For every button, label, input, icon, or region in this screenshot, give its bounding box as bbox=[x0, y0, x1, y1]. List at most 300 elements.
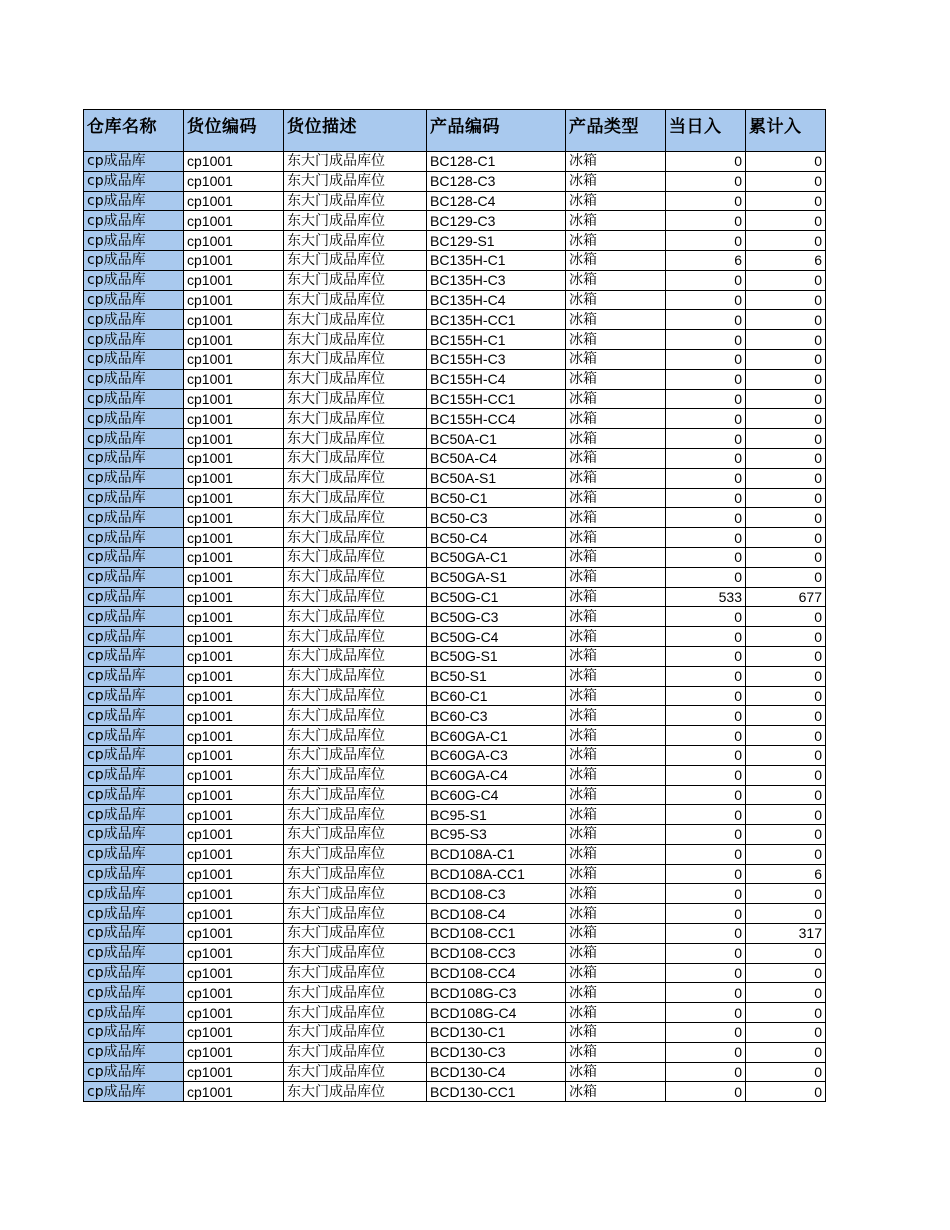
location-desc-cell: 东大门成品库位 bbox=[284, 943, 427, 963]
warehouse-cell: cp成品库 bbox=[84, 528, 184, 548]
cumulative-in-cell: 0 bbox=[746, 904, 826, 924]
table-row bbox=[84, 171, 826, 191]
header-location-code: 货位编码 bbox=[184, 110, 284, 152]
location-desc-cell: 东大门成品库位 bbox=[284, 191, 427, 211]
location-desc-cell: 东大门成品库位 bbox=[284, 924, 427, 944]
table-row bbox=[84, 844, 826, 864]
product-type-cell: 冰箱 bbox=[566, 983, 666, 1003]
location-code-cell: cp1001 bbox=[184, 290, 284, 310]
table-row bbox=[84, 310, 826, 330]
warehouse-cell: cp成品库 bbox=[84, 468, 184, 488]
product-code-cell: BCD108A-C1 bbox=[427, 844, 566, 864]
daily-in-cell: 0 bbox=[666, 627, 746, 647]
table-row bbox=[84, 666, 826, 686]
location-code-cell: cp1001 bbox=[184, 152, 284, 172]
warehouse-cell: cp成品库 bbox=[84, 686, 184, 706]
warehouse-cell: cp成品库 bbox=[84, 963, 184, 983]
product-code-cell: BC60-C3 bbox=[427, 706, 566, 726]
daily-in-cell: 0 bbox=[666, 1062, 746, 1082]
product-type-cell: 冰箱 bbox=[566, 587, 666, 607]
product-code-cell: BC128-C1 bbox=[427, 152, 566, 172]
daily-in-cell: 0 bbox=[666, 1042, 746, 1062]
daily-in-cell: 0 bbox=[666, 409, 746, 429]
product-code-cell: BC50-C1 bbox=[427, 488, 566, 508]
product-type-cell: 冰箱 bbox=[566, 191, 666, 211]
daily-in-cell: 0 bbox=[666, 607, 746, 627]
table-row bbox=[84, 963, 826, 983]
daily-in-cell: 0 bbox=[666, 349, 746, 369]
warehouse-cell: cp成品库 bbox=[84, 409, 184, 429]
location-code-cell: cp1001 bbox=[184, 825, 284, 845]
daily-in-cell: 0 bbox=[666, 171, 746, 191]
table-row bbox=[84, 349, 826, 369]
cumulative-in-cell: 0 bbox=[746, 349, 826, 369]
location-code-cell: cp1001 bbox=[184, 983, 284, 1003]
product-code-cell: BC155H-C3 bbox=[427, 349, 566, 369]
location-desc-cell: 东大门成品库位 bbox=[284, 488, 427, 508]
location-code-cell: cp1001 bbox=[184, 726, 284, 746]
daily-in-cell: 0 bbox=[666, 1082, 746, 1102]
table-body bbox=[84, 152, 826, 1102]
location-code-cell: cp1001 bbox=[184, 211, 284, 231]
location-code-cell: cp1001 bbox=[184, 528, 284, 548]
table-row bbox=[84, 1082, 826, 1102]
product-code-cell: BC50GA-C1 bbox=[427, 547, 566, 567]
product-code-cell: BC50G-C1 bbox=[427, 587, 566, 607]
daily-in-cell: 0 bbox=[666, 330, 746, 350]
warehouse-cell: cp成品库 bbox=[84, 983, 184, 1003]
daily-in-cell: 0 bbox=[666, 290, 746, 310]
daily-in-cell: 0 bbox=[666, 488, 746, 508]
daily-in-cell: 0 bbox=[666, 666, 746, 686]
cumulative-in-cell: 0 bbox=[746, 805, 826, 825]
warehouse-cell: cp成品库 bbox=[84, 943, 184, 963]
table-row bbox=[84, 1042, 826, 1062]
location-code-cell: cp1001 bbox=[184, 191, 284, 211]
table-row bbox=[84, 1003, 826, 1023]
table-row bbox=[84, 468, 826, 488]
product-code-cell: BC50G-C4 bbox=[427, 627, 566, 647]
warehouse-cell: cp成品库 bbox=[84, 627, 184, 647]
location-code-cell: cp1001 bbox=[184, 963, 284, 983]
warehouse-cell: cp成品库 bbox=[84, 864, 184, 884]
location-desc-cell: 东大门成品库位 bbox=[284, 686, 427, 706]
location-desc-cell: 东大门成品库位 bbox=[284, 211, 427, 231]
location-desc-cell: 东大门成品库位 bbox=[284, 231, 427, 251]
product-type-cell: 冰箱 bbox=[566, 250, 666, 270]
warehouse-cell: cp成品库 bbox=[84, 726, 184, 746]
location-desc-cell: 东大门成品库位 bbox=[284, 765, 427, 785]
cumulative-in-cell: 0 bbox=[746, 290, 826, 310]
table-row bbox=[84, 250, 826, 270]
product-type-cell: 冰箱 bbox=[566, 389, 666, 409]
product-code-cell: BCD130-CC1 bbox=[427, 1082, 566, 1102]
daily-in-cell: 0 bbox=[666, 904, 746, 924]
header-product-type: 产品类型 bbox=[566, 110, 666, 152]
table-row bbox=[84, 270, 826, 290]
product-code-cell: BC60GA-C1 bbox=[427, 726, 566, 746]
table-row bbox=[84, 904, 826, 924]
location-code-cell: cp1001 bbox=[184, 924, 284, 944]
cumulative-in-cell: 0 bbox=[746, 686, 826, 706]
warehouse-cell: cp成品库 bbox=[84, 607, 184, 627]
warehouse-cell: cp成品库 bbox=[84, 904, 184, 924]
cumulative-in-cell: 0 bbox=[746, 1023, 826, 1043]
daily-in-cell: 0 bbox=[666, 785, 746, 805]
location-code-cell: cp1001 bbox=[184, 409, 284, 429]
table-row bbox=[84, 547, 826, 567]
product-code-cell: BC135H-C1 bbox=[427, 250, 566, 270]
daily-in-cell: 0 bbox=[666, 646, 746, 666]
warehouse-cell: cp成品库 bbox=[84, 330, 184, 350]
product-code-cell: BC135H-CC1 bbox=[427, 310, 566, 330]
product-type-cell: 冰箱 bbox=[566, 924, 666, 944]
product-code-cell: BC155H-C4 bbox=[427, 369, 566, 389]
cumulative-in-cell: 0 bbox=[746, 1003, 826, 1023]
product-code-cell: BC135H-C4 bbox=[427, 290, 566, 310]
location-desc-cell: 东大门成品库位 bbox=[284, 864, 427, 884]
location-code-cell: cp1001 bbox=[184, 310, 284, 330]
warehouse-cell: cp成品库 bbox=[84, 924, 184, 944]
product-type-cell: 冰箱 bbox=[566, 607, 666, 627]
product-type-cell: 冰箱 bbox=[566, 1082, 666, 1102]
daily-in-cell: 0 bbox=[666, 745, 746, 765]
location-code-cell: cp1001 bbox=[184, 904, 284, 924]
product-type-cell: 冰箱 bbox=[566, 369, 666, 389]
location-desc-cell: 东大门成品库位 bbox=[284, 409, 427, 429]
cumulative-in-cell: 0 bbox=[746, 567, 826, 587]
table-row bbox=[84, 290, 826, 310]
cumulative-in-cell: 0 bbox=[746, 152, 826, 172]
warehouse-cell: cp成品库 bbox=[84, 270, 184, 290]
cumulative-in-cell: 0 bbox=[746, 825, 826, 845]
cumulative-in-cell: 0 bbox=[746, 1082, 826, 1102]
location-code-cell: cp1001 bbox=[184, 567, 284, 587]
warehouse-cell: cp成品库 bbox=[84, 825, 184, 845]
product-type-cell: 冰箱 bbox=[566, 646, 666, 666]
product-type-cell: 冰箱 bbox=[566, 409, 666, 429]
table-row bbox=[84, 785, 826, 805]
daily-in-cell: 533 bbox=[666, 587, 746, 607]
cumulative-in-cell: 0 bbox=[746, 666, 826, 686]
cumulative-in-cell: 0 bbox=[746, 468, 826, 488]
daily-in-cell: 0 bbox=[666, 152, 746, 172]
warehouse-cell: cp成品库 bbox=[84, 587, 184, 607]
daily-in-cell: 0 bbox=[666, 567, 746, 587]
inventory-table bbox=[83, 109, 826, 1102]
location-desc-cell: 东大门成品库位 bbox=[284, 587, 427, 607]
table-row bbox=[84, 686, 826, 706]
product-type-cell: 冰箱 bbox=[566, 448, 666, 468]
location-desc-cell: 东大门成品库位 bbox=[284, 1023, 427, 1043]
location-code-cell: cp1001 bbox=[184, 270, 284, 290]
product-type-cell: 冰箱 bbox=[566, 785, 666, 805]
cumulative-in-cell: 0 bbox=[746, 765, 826, 785]
location-code-cell: cp1001 bbox=[184, 1042, 284, 1062]
table-row bbox=[84, 191, 826, 211]
cumulative-in-cell: 677 bbox=[746, 587, 826, 607]
location-desc-cell: 东大门成品库位 bbox=[284, 171, 427, 191]
table-row bbox=[84, 508, 826, 528]
location-desc-cell: 东大门成品库位 bbox=[284, 1082, 427, 1102]
product-code-cell: BC155H-C1 bbox=[427, 330, 566, 350]
daily-in-cell: 0 bbox=[666, 825, 746, 845]
table-row bbox=[84, 369, 826, 389]
table-row bbox=[84, 627, 826, 647]
product-code-cell: BCD108-CC3 bbox=[427, 943, 566, 963]
table-row bbox=[84, 409, 826, 429]
warehouse-cell: cp成品库 bbox=[84, 310, 184, 330]
location-code-cell: cp1001 bbox=[184, 231, 284, 251]
location-desc-cell: 东大门成品库位 bbox=[284, 429, 427, 449]
product-type-cell: 冰箱 bbox=[566, 488, 666, 508]
product-code-cell: BC155H-CC1 bbox=[427, 389, 566, 409]
cumulative-in-cell: 0 bbox=[746, 211, 826, 231]
product-type-cell: 冰箱 bbox=[566, 1062, 666, 1082]
product-code-cell: BC129-C3 bbox=[427, 211, 566, 231]
daily-in-cell: 0 bbox=[666, 310, 746, 330]
cumulative-in-cell: 0 bbox=[746, 270, 826, 290]
daily-in-cell: 0 bbox=[666, 864, 746, 884]
location-desc-cell: 东大门成品库位 bbox=[284, 666, 427, 686]
product-type-cell: 冰箱 bbox=[566, 330, 666, 350]
daily-in-cell: 0 bbox=[666, 231, 746, 251]
product-type-cell: 冰箱 bbox=[566, 1023, 666, 1043]
header-row bbox=[84, 110, 826, 152]
product-type-cell: 冰箱 bbox=[566, 270, 666, 290]
location-desc-cell: 东大门成品库位 bbox=[284, 904, 427, 924]
product-code-cell: BC155H-CC4 bbox=[427, 409, 566, 429]
daily-in-cell: 0 bbox=[666, 765, 746, 785]
location-code-cell: cp1001 bbox=[184, 1082, 284, 1102]
warehouse-cell: cp成品库 bbox=[84, 646, 184, 666]
location-code-cell: cp1001 bbox=[184, 488, 284, 508]
location-desc-cell: 东大门成品库位 bbox=[284, 1003, 427, 1023]
product-type-cell: 冰箱 bbox=[566, 310, 666, 330]
daily-in-cell: 0 bbox=[666, 448, 746, 468]
location-code-cell: cp1001 bbox=[184, 1062, 284, 1082]
location-desc-cell: 东大门成品库位 bbox=[284, 785, 427, 805]
daily-in-cell: 0 bbox=[666, 1003, 746, 1023]
header-warehouse-name: 仓库名称 bbox=[84, 110, 184, 152]
table-row bbox=[84, 1062, 826, 1082]
product-type-cell: 冰箱 bbox=[566, 231, 666, 251]
cumulative-in-cell: 0 bbox=[746, 745, 826, 765]
warehouse-cell: cp成品库 bbox=[84, 349, 184, 369]
cumulative-in-cell: 0 bbox=[746, 191, 826, 211]
warehouse-cell: cp成品库 bbox=[84, 765, 184, 785]
product-type-cell: 冰箱 bbox=[566, 884, 666, 904]
warehouse-cell: cp成品库 bbox=[84, 706, 184, 726]
location-code-cell: cp1001 bbox=[184, 805, 284, 825]
product-code-cell: BCD108-C4 bbox=[427, 904, 566, 924]
cumulative-in-cell: 0 bbox=[746, 528, 826, 548]
product-type-cell: 冰箱 bbox=[566, 706, 666, 726]
warehouse-cell: cp成品库 bbox=[84, 884, 184, 904]
location-desc-cell: 东大门成品库位 bbox=[284, 884, 427, 904]
daily-in-cell: 0 bbox=[666, 211, 746, 231]
cumulative-in-cell: 0 bbox=[746, 943, 826, 963]
product-type-cell: 冰箱 bbox=[566, 686, 666, 706]
location-code-cell: cp1001 bbox=[184, 706, 284, 726]
product-type-cell: 冰箱 bbox=[566, 290, 666, 310]
daily-in-cell: 0 bbox=[666, 884, 746, 904]
table-row bbox=[84, 745, 826, 765]
daily-in-cell: 0 bbox=[666, 270, 746, 290]
daily-in-cell: 0 bbox=[666, 726, 746, 746]
product-code-cell: BC50-S1 bbox=[427, 666, 566, 686]
product-code-cell: BC50A-C1 bbox=[427, 429, 566, 449]
warehouse-cell: cp成品库 bbox=[84, 488, 184, 508]
warehouse-cell: cp成品库 bbox=[84, 547, 184, 567]
warehouse-cell: cp成品库 bbox=[84, 567, 184, 587]
location-desc-cell: 东大门成品库位 bbox=[284, 805, 427, 825]
table-row bbox=[84, 488, 826, 508]
cumulative-in-cell: 0 bbox=[746, 983, 826, 1003]
product-type-cell: 冰箱 bbox=[566, 627, 666, 647]
product-code-cell: BC50A-S1 bbox=[427, 468, 566, 488]
table-row bbox=[84, 1023, 826, 1043]
table-row bbox=[84, 805, 826, 825]
warehouse-cell: cp成品库 bbox=[84, 231, 184, 251]
location-code-cell: cp1001 bbox=[184, 508, 284, 528]
product-code-cell: BC135H-C3 bbox=[427, 270, 566, 290]
product-type-cell: 冰箱 bbox=[566, 844, 666, 864]
table-row bbox=[84, 231, 826, 251]
cumulative-in-cell: 0 bbox=[746, 884, 826, 904]
cumulative-in-cell: 0 bbox=[746, 448, 826, 468]
table-row bbox=[84, 211, 826, 231]
daily-in-cell: 6 bbox=[666, 250, 746, 270]
location-desc-cell: 东大门成品库位 bbox=[284, 983, 427, 1003]
product-type-cell: 冰箱 bbox=[566, 567, 666, 587]
warehouse-cell: cp成品库 bbox=[84, 1062, 184, 1082]
location-code-cell: cp1001 bbox=[184, 547, 284, 567]
product-code-cell: BC50A-C4 bbox=[427, 448, 566, 468]
location-code-cell: cp1001 bbox=[184, 607, 284, 627]
table-row bbox=[84, 429, 826, 449]
header-daily-in: 当日入 bbox=[666, 110, 746, 152]
warehouse-cell: cp成品库 bbox=[84, 191, 184, 211]
location-code-cell: cp1001 bbox=[184, 448, 284, 468]
header-cumulative-in: 累计入 bbox=[746, 110, 826, 152]
location-code-cell: cp1001 bbox=[184, 844, 284, 864]
location-code-cell: cp1001 bbox=[184, 765, 284, 785]
cumulative-in-cell: 317 bbox=[746, 924, 826, 944]
location-code-cell: cp1001 bbox=[184, 864, 284, 884]
product-type-cell: 冰箱 bbox=[566, 745, 666, 765]
product-type-cell: 冰箱 bbox=[566, 666, 666, 686]
location-desc-cell: 东大门成品库位 bbox=[284, 349, 427, 369]
warehouse-cell: cp成品库 bbox=[84, 429, 184, 449]
location-desc-cell: 东大门成品库位 bbox=[284, 547, 427, 567]
cumulative-in-cell: 0 bbox=[746, 231, 826, 251]
header-location-desc: 货位描述 bbox=[284, 110, 427, 152]
product-code-cell: BC95-S3 bbox=[427, 825, 566, 845]
cumulative-in-cell: 0 bbox=[746, 963, 826, 983]
warehouse-cell: cp成品库 bbox=[84, 152, 184, 172]
location-code-cell: cp1001 bbox=[184, 627, 284, 647]
product-code-cell: BC50GA-S1 bbox=[427, 567, 566, 587]
cumulative-in-cell: 0 bbox=[746, 1062, 826, 1082]
warehouse-cell: cp成品库 bbox=[84, 389, 184, 409]
location-desc-cell: 东大门成品库位 bbox=[284, 646, 427, 666]
product-code-cell: BCD108-CC1 bbox=[427, 924, 566, 944]
daily-in-cell: 0 bbox=[666, 389, 746, 409]
cumulative-in-cell: 0 bbox=[746, 706, 826, 726]
table-row bbox=[84, 884, 826, 904]
daily-in-cell: 0 bbox=[666, 191, 746, 211]
location-desc-cell: 东大门成品库位 bbox=[284, 607, 427, 627]
location-desc-cell: 东大门成品库位 bbox=[284, 825, 427, 845]
warehouse-cell: cp成品库 bbox=[84, 508, 184, 528]
cumulative-in-cell: 0 bbox=[746, 844, 826, 864]
daily-in-cell: 0 bbox=[666, 963, 746, 983]
product-type-cell: 冰箱 bbox=[566, 904, 666, 924]
table-row bbox=[84, 389, 826, 409]
location-code-cell: cp1001 bbox=[184, 349, 284, 369]
cumulative-in-cell: 0 bbox=[746, 547, 826, 567]
warehouse-cell: cp成品库 bbox=[84, 1023, 184, 1043]
product-code-cell: BC50G-S1 bbox=[427, 646, 566, 666]
warehouse-cell: cp成品库 bbox=[84, 171, 184, 191]
cumulative-in-cell: 0 bbox=[746, 429, 826, 449]
product-type-cell: 冰箱 bbox=[566, 211, 666, 231]
product-type-cell: 冰箱 bbox=[566, 765, 666, 785]
cumulative-in-cell: 0 bbox=[746, 508, 826, 528]
location-desc-cell: 东大门成品库位 bbox=[284, 270, 427, 290]
table-row bbox=[84, 587, 826, 607]
location-code-cell: cp1001 bbox=[184, 1003, 284, 1023]
table-row bbox=[84, 646, 826, 666]
product-type-cell: 冰箱 bbox=[566, 963, 666, 983]
warehouse-cell: cp成品库 bbox=[84, 1042, 184, 1062]
product-code-cell: BC50G-C3 bbox=[427, 607, 566, 627]
daily-in-cell: 0 bbox=[666, 943, 746, 963]
location-desc-cell: 东大门成品库位 bbox=[284, 448, 427, 468]
location-desc-cell: 东大门成品库位 bbox=[284, 627, 427, 647]
table-row bbox=[84, 924, 826, 944]
product-code-cell: BCD108A-CC1 bbox=[427, 864, 566, 884]
table-row bbox=[84, 706, 826, 726]
warehouse-cell: cp成品库 bbox=[84, 844, 184, 864]
product-code-cell: BC60GA-C4 bbox=[427, 765, 566, 785]
product-code-cell: BC50-C4 bbox=[427, 528, 566, 548]
location-code-cell: cp1001 bbox=[184, 389, 284, 409]
location-desc-cell: 东大门成品库位 bbox=[284, 468, 427, 488]
location-desc-cell: 东大门成品库位 bbox=[284, 369, 427, 389]
location-desc-cell: 东大门成品库位 bbox=[284, 963, 427, 983]
table-row bbox=[84, 607, 826, 627]
product-type-cell: 冰箱 bbox=[566, 171, 666, 191]
cumulative-in-cell: 0 bbox=[746, 310, 826, 330]
product-type-cell: 冰箱 bbox=[566, 943, 666, 963]
product-type-cell: 冰箱 bbox=[566, 152, 666, 172]
cumulative-in-cell: 6 bbox=[746, 864, 826, 884]
cumulative-in-cell: 0 bbox=[746, 171, 826, 191]
daily-in-cell: 0 bbox=[666, 983, 746, 1003]
product-code-cell: BC95-S1 bbox=[427, 805, 566, 825]
product-code-cell: BCD108G-C4 bbox=[427, 1003, 566, 1023]
location-code-cell: cp1001 bbox=[184, 369, 284, 389]
warehouse-cell: cp成品库 bbox=[84, 1082, 184, 1102]
warehouse-cell: cp成品库 bbox=[84, 211, 184, 231]
daily-in-cell: 0 bbox=[666, 508, 746, 528]
warehouse-cell: cp成品库 bbox=[84, 1003, 184, 1023]
location-desc-cell: 东大门成品库位 bbox=[284, 1042, 427, 1062]
cumulative-in-cell: 0 bbox=[746, 607, 826, 627]
cumulative-in-cell: 0 bbox=[746, 785, 826, 805]
